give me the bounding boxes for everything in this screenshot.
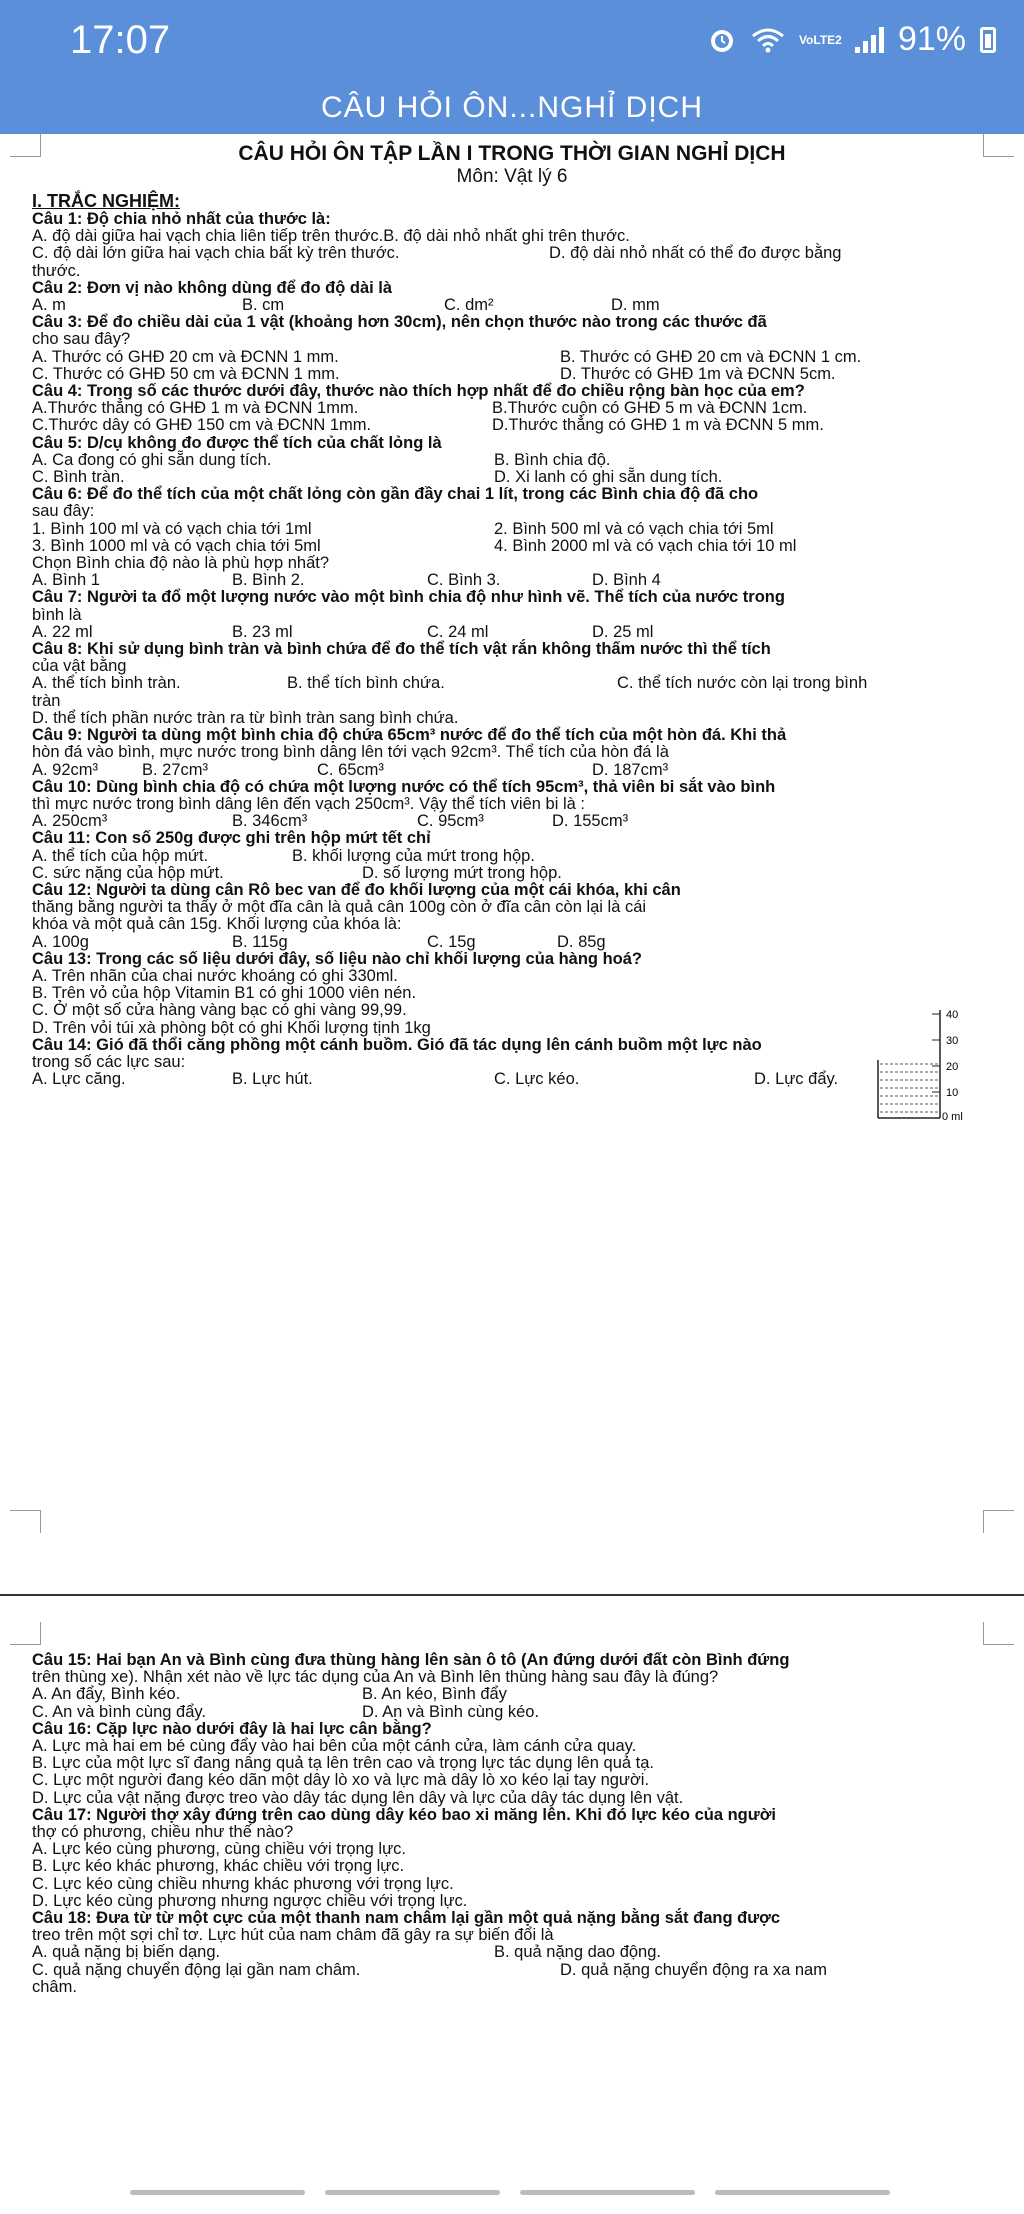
q18-option-c: C. quả nặng chuyển động lại gần nam châm. bbox=[32, 1960, 361, 1979]
q3-option-c: C. Thước có GHĐ 50 cm và ĐCNN 1 mm. bbox=[32, 364, 340, 383]
q11-option-d: D. số lượng mứt trong hộp. bbox=[362, 863, 562, 882]
q9-option-d: D. 187cm³ bbox=[592, 760, 669, 779]
q7-option-a: A. 22 ml bbox=[32, 622, 93, 641]
q6-item-1: 1. Bình 100 ml và có vạch chia tới 1ml bbox=[32, 519, 312, 538]
q4-option-a: A.Thước thẳng có GHĐ 1 m và ĐCNN 1mm. bbox=[32, 399, 359, 418]
document-page-2[interactable] bbox=[32, 1652, 992, 1996]
app-title: CÂU HỎI ÔN...NGHỈ DỊCH bbox=[0, 82, 1024, 134]
q15-option-b: B. An kéo, Bình đẩy bbox=[362, 1685, 507, 1704]
status-bar bbox=[0, 0, 1024, 82]
q17-option-c: C. Lực kéo cùng chiều nhưng khác phương với trọng lực. bbox=[32, 1874, 454, 1893]
q15-option-d: D. An và Bình cùng kéo. bbox=[362, 1702, 540, 1721]
q11-option-a: A. thể tích của hộp mứt. bbox=[32, 846, 209, 865]
q10-option-d: D. 155cm³ bbox=[552, 812, 629, 831]
q9-option-a: A. 92cm³ bbox=[32, 760, 99, 779]
fig-tick-20: 20 bbox=[946, 1061, 959, 1073]
q18-option-b: B. quả nặng dao động. bbox=[494, 1943, 661, 1962]
question-9: Câu 9: Người ta dùng một bình chia độ chứa 65cm³ nước để đo thể tích của một hòn đá. Khi thả bbox=[32, 726, 787, 745]
wifi-icon bbox=[751, 26, 785, 54]
graduated-cylinder-figure bbox=[840, 1000, 980, 1120]
question-3-cont: cho sau đây? bbox=[32, 330, 131, 349]
q14-option-a: A. Lực căng. bbox=[32, 1070, 126, 1089]
q1-option-ab: A. độ dài giữa hai vạch chia liên tiếp trên thước.B. độ dài nhỏ nhất ghi trên thước. bbox=[32, 227, 630, 246]
page-break bbox=[0, 1594, 1024, 1596]
lte-indicator: VoLTE2 bbox=[798, 32, 842, 47]
q12-option-b: B. 115g bbox=[232, 932, 288, 951]
q2-option-d: D. mm bbox=[611, 296, 660, 315]
scroll-segment-1 bbox=[130, 2190, 305, 2195]
q18-option-d: D. quả nặng chuyển động ra xa nam bbox=[560, 1960, 827, 1979]
page2-corner-top-left bbox=[10, 1622, 41, 1645]
q11-option-b: B. khối lượng của mứt trong hộp. bbox=[292, 846, 535, 865]
q14-option-b: B. Lực hút. bbox=[232, 1070, 313, 1089]
q16-option-d: D. Lực của vật nặng được treo vào dây tác dụng lên dây và lực của dây tác dụng lên vật. bbox=[32, 1788, 684, 1807]
q14-option-c: C. Lực kéo. bbox=[494, 1070, 580, 1089]
q15-option-a: A. An đẩy, Bình kéo. bbox=[32, 1685, 181, 1704]
scroll-segment-2 bbox=[325, 2190, 500, 2195]
status-time: 17:07 bbox=[70, 18, 171, 62]
q11-option-c: C. sức nặng của hộp mứt. bbox=[32, 863, 224, 882]
document-page-1[interactable] bbox=[32, 134, 992, 1088]
q3-option-b: B. Thước có GHĐ 20 cm và ĐCNN 1 cm. bbox=[560, 347, 862, 366]
q10-option-c: C. 95cm³ bbox=[417, 812, 484, 831]
question-8-cont: của vật bằng bbox=[32, 657, 127, 676]
q7-option-d: D. 25 ml bbox=[592, 622, 654, 641]
q13-option-b: B. Trên vỏ của hộp Vitamin B1 có ghi 1000 viên nén. bbox=[32, 984, 417, 1003]
question-2: Câu 2: Đơn vị nào không dùng để đo độ dài là bbox=[32, 278, 393, 297]
question-14: Câu 14: Gió đã thổi căng phồng một cánh buồm. Gió đã tác dụng lên cánh buồm một lực nào bbox=[32, 1035, 762, 1054]
question-7-cont: bình là bbox=[32, 605, 82, 624]
q6-option-c: C. Bình 3. bbox=[427, 571, 501, 590]
fig-tick-10: 10 bbox=[946, 1087, 959, 1099]
q5-option-b: B. Bình chia độ. bbox=[494, 450, 611, 469]
q2-option-b: B. cm bbox=[242, 296, 285, 315]
question-12: Câu 12: Người ta dùng cân Rô bec van để đo khối lượng của một cái khóa, khi cân bbox=[32, 880, 681, 899]
q9-option-b: B. 27cm³ bbox=[142, 760, 209, 779]
q13-option-d: D. Trên vỏi túi xà phòng bột có ghi Khối lượng tịnh 1kg bbox=[32, 1018, 431, 1037]
signal-icon bbox=[855, 27, 884, 53]
q1-option-d-cont: thước. bbox=[32, 261, 81, 280]
q6-prompt: Chọn Bình chia độ nào là phù hợp nhất? bbox=[32, 554, 330, 573]
page-corner-bottom-right bbox=[983, 1510, 1014, 1533]
q13-option-c: C. Ở một số cửa hàng vàng bạc có ghi vàng 99,99. bbox=[32, 1001, 407, 1020]
section-title: I. TRẮC NGHIỆM: bbox=[32, 191, 180, 211]
q10-option-b: B. 346cm³ bbox=[232, 812, 308, 831]
page2-corner-top-right bbox=[983, 1622, 1014, 1645]
battery-icon bbox=[980, 27, 996, 53]
q8-option-b: B. thể tích bình chứa. bbox=[287, 674, 445, 693]
q16-option-a: A. Lực mà hai em bé cùng đẩy vào hai bên của một cánh cửa, làm cánh cửa quay. bbox=[32, 1737, 637, 1756]
page-corner-bottom-left bbox=[10, 1510, 41, 1533]
q5-option-d: D. Xi lanh có ghi sẵn dung tích. bbox=[494, 468, 723, 487]
q1-option-d: D. độ dài nhỏ nhất có thể đo được bằng bbox=[549, 244, 842, 263]
question-12-cont2: khóa và một quả cân 15g. Khối lượng của khóa là: bbox=[32, 915, 402, 934]
q9-option-c: C. 65cm³ bbox=[317, 760, 384, 779]
q4-option-b: B.Thước cuộn có GHĐ 5 m và ĐCNN 1cm. bbox=[492, 399, 808, 418]
q2-option-c: C. dm² bbox=[444, 296, 494, 315]
question-10: Câu 10: Dùng bình chia độ có chứa một lượng nước có thể tích 95cm³, thả viên bi sắt vào bình bbox=[32, 777, 776, 796]
question-13: Câu 13: Trong các số liệu dưới đây, số liệu nào chỉ khối lượng của hàng hoá? bbox=[32, 949, 642, 968]
status-icons bbox=[707, 20, 996, 59]
q12-option-d: D. 85g bbox=[557, 932, 606, 951]
document-heading: CÂU HỎI ÔN TẬP LẦN I TRONG THỜI GIAN NGHỈ DỊCH bbox=[238, 142, 786, 165]
question-17: Câu 17: Người thợ xây đứng trên cao dùng dây kéo bao xi măng lên. Khi đó lực kéo của người bbox=[32, 1805, 777, 1824]
document-subject: Môn: Vật lý 6 bbox=[456, 166, 568, 187]
q16-option-b: B. Lực của một lực sĩ đang nâng quả tạ lên trên cao và trọng lực tác dụng lên quả tạ. bbox=[32, 1754, 655, 1773]
scroll-segment-4 bbox=[715, 2190, 890, 2195]
q17-option-a: A. Lực kéo cùng phương, cùng chiều với trọng lực. bbox=[32, 1840, 406, 1859]
question-3: Câu 3: Để đo chiều dài của 1 vật (khoảng hơn 30cm), nên chọn thước nào trong các thước đã bbox=[32, 313, 767, 332]
q6-option-a: A. Bình 1 bbox=[32, 571, 100, 590]
q10-option-a: A. 250cm³ bbox=[32, 812, 108, 831]
fig-tick-30: 30 bbox=[946, 1035, 959, 1047]
q8-option-c: C. thể tích nước còn lại trong bình bbox=[617, 674, 868, 693]
question-1: Câu 1: Độ chia nhỏ nhất của thước là: bbox=[32, 210, 331, 228]
q18-option-a: A. quả nặng bị biến dạng. bbox=[32, 1943, 221, 1962]
question-5: Câu 5: D/cụ không đo được thể tích của chất lỏng là bbox=[32, 433, 442, 452]
q18-option-d-cont: châm. bbox=[32, 1977, 77, 1996]
q6-option-b: B. Bình 2. bbox=[232, 571, 305, 590]
question-15-cont: trên thùng xe). Nhận xét nào về lực tác dụng của An và Bình lên thùng hàng sau đây là đúng? bbox=[32, 1668, 719, 1687]
q6-option-d: D. Bình 4 bbox=[592, 571, 661, 590]
q17-option-b: B. Lực kéo khác phương, khác chiều với trọng lực. bbox=[32, 1857, 405, 1876]
question-15: Câu 15: Hai bạn An và Bình cùng đưa thùng hàng lên sàn ô tô (An đứng dưới đất còn Bình đứng bbox=[32, 1651, 790, 1669]
q12-option-c: C. 15g bbox=[427, 932, 476, 951]
question-10-cont: thì mực nước trong bình dâng lên đến vạch 250cm³. Vậy thể tích viên bi là : bbox=[32, 794, 585, 813]
question-14-cont: trong số các lực sau: bbox=[32, 1052, 186, 1071]
q2-option-a: A. m bbox=[32, 296, 66, 315]
question-8: Câu 8: Khi sử dụng bình tràn và bình chứa để đo thể tích vật rắn không thấm nước thì thể tích bbox=[32, 640, 771, 659]
question-18: Câu 18: Đưa từ từ một cực của một thanh nam châm lại gần một quả nặng bằng sắt đang được bbox=[32, 1909, 781, 1928]
q4-option-c: C.Thước dây có GHĐ 150 cm và ĐCNN 1mm. bbox=[32, 416, 372, 435]
q1-option-c: C. độ dài lớn giữa hai vạch chia bất kỳ trên thước. bbox=[32, 244, 400, 263]
q7-option-b: B. 23 ml bbox=[232, 622, 293, 641]
q7-option-c: C. 24 ml bbox=[427, 622, 489, 641]
q16-option-c: C. Lực một người đang kéo dãn một dây lò xo và lực mà dây lò xo kéo lại tay người. bbox=[32, 1771, 650, 1790]
alarm-icon bbox=[707, 25, 737, 55]
q6-item-3: 3. Bình 1000 ml và có vạch chia tới 5ml bbox=[32, 536, 321, 555]
question-9-cont: hòn đá vào bình, mực nước trong bình dâng lên tới vạch 92cm³. Thể tích của hòn đá là bbox=[32, 743, 669, 762]
question-17-cont: thợ có phương, chiều như thế nào? bbox=[32, 1823, 294, 1842]
q17-option-d: D. Lực kéo cùng phương nhưng ngược chiều với trọng lực. bbox=[32, 1891, 468, 1910]
question-11: Câu 11: Con số 250g được ghi trên hộp mứt tết chỉ bbox=[32, 829, 431, 848]
q6-item-2: 2. Bình 500 ml và có vạch chia tới 5ml bbox=[494, 519, 774, 538]
q15-option-c: C. An và bình cùng đẩy. bbox=[32, 1702, 206, 1721]
scroll-segment-3 bbox=[520, 2190, 695, 2195]
q14-option-d: D. Lực đẩy. bbox=[754, 1070, 839, 1089]
q5-option-c: C. Bình tràn. bbox=[32, 468, 125, 487]
question-6-cont: sau đây: bbox=[32, 502, 95, 521]
q8-option-c-cont: tràn bbox=[32, 691, 61, 710]
battery-level: 91% bbox=[897, 20, 966, 58]
question-18-cont: treo trên một sợi chỉ tơ. Lực hút của nam châm đã gây ra sự biến đổi là bbox=[32, 1926, 554, 1945]
question-4: Câu 4: Trong số các thước dưới đây, thước nào thích hợp nhất để đo chiều rộng bàn học của em? bbox=[32, 382, 805, 401]
question-16: Câu 16: Cặp lực nào dưới đây là hai lực cân bằng? bbox=[32, 1719, 432, 1738]
q6-item-4: 4. Bình 2000 ml và có vạch chia tới 10 ml bbox=[494, 536, 797, 555]
q4-option-d: D.Thước thẳng có GHĐ 1 m và ĐCNN 5 mm. bbox=[492, 416, 824, 435]
q5-option-a: A. Ca đong có ghi sẵn dung tích. bbox=[32, 450, 272, 469]
question-6: Câu 6: Để đo thể tích của một chất lỏng còn gần đầy chai 1 lít, trong các Bình chia độ đã cho bbox=[32, 485, 759, 504]
q3-option-d: D. Thước có GHĐ 1m và ĐCNN 5cm. bbox=[560, 364, 836, 383]
fig-tick-0: 0 ml bbox=[942, 1111, 963, 1120]
q12-option-a: A. 100g bbox=[32, 932, 89, 951]
q13-option-a: A. Trên nhãn của chai nước khoáng có ghi 330ml. bbox=[32, 966, 398, 985]
scroll-indicator-bar bbox=[0, 2168, 1024, 2214]
q8-option-d: D. thể tích phần nước tràn ra từ bình tràn sang bình chứa. bbox=[32, 708, 459, 727]
q8-option-a: A. thể tích bình tràn. bbox=[32, 674, 181, 693]
question-7: Câu 7: Người ta đổ một lượng nước vào một bình chia độ như hình vẽ. Thể tích của nước trong bbox=[32, 588, 785, 607]
fig-tick-40: 40 bbox=[946, 1009, 959, 1021]
question-12-cont: thăng bằng người ta thấy ở một đĩa cân là quả cân 100g còn ở đĩa cân còn lại là cái bbox=[32, 898, 647, 917]
q3-option-a: A. Thước có GHĐ 20 cm và ĐCNN 1 mm. bbox=[32, 347, 339, 366]
